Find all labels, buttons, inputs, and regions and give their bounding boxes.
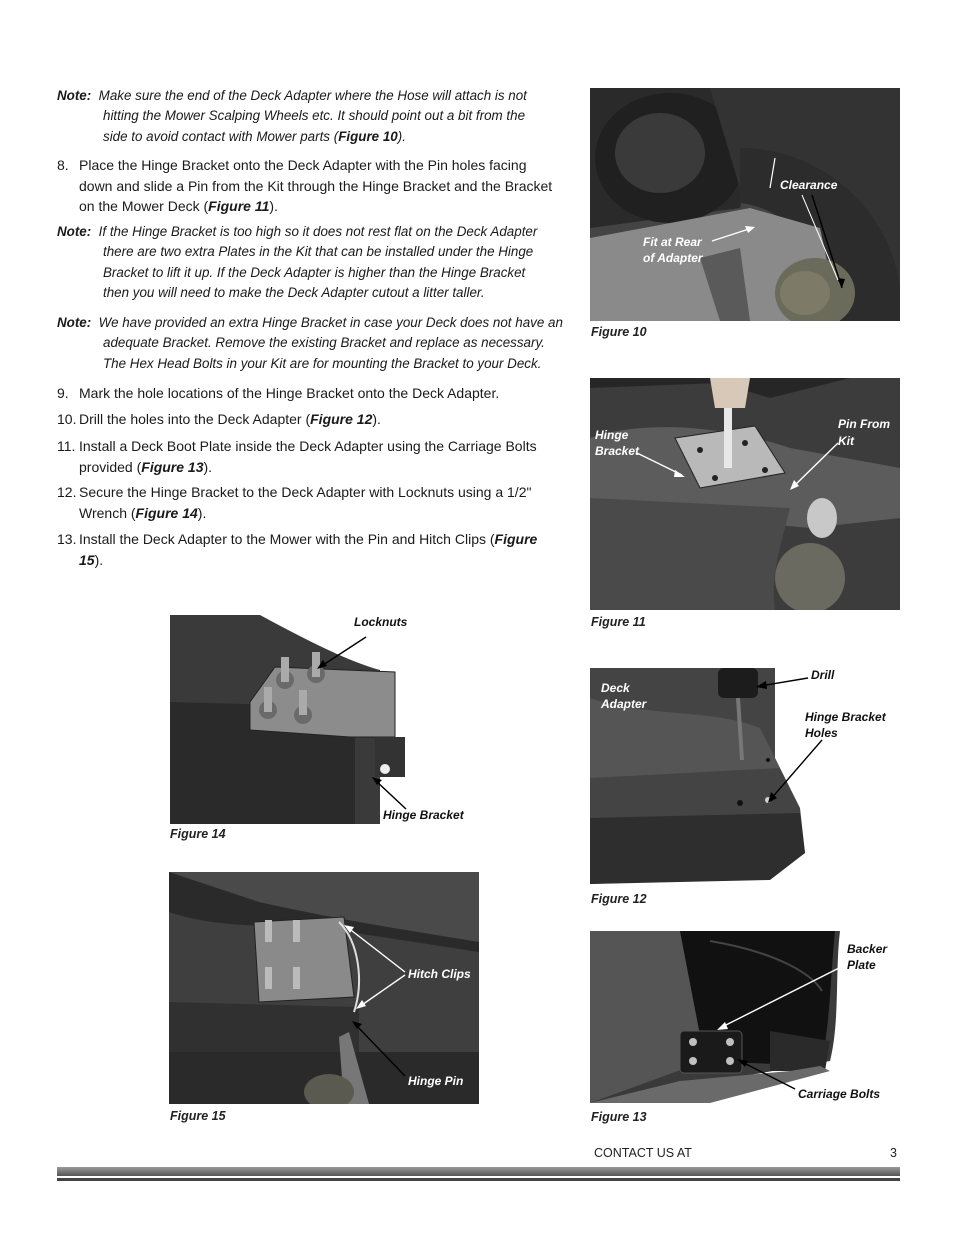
figure-14-photo xyxy=(170,612,470,824)
figure-13-photo xyxy=(590,931,900,1103)
figure-10-arrows xyxy=(590,88,900,321)
callout-hinge-bracket-14: Hinge Bracket xyxy=(383,808,464,822)
callout-hinge: Hinge xyxy=(595,428,629,442)
callout-plate: Plate xyxy=(847,958,876,972)
figure-13-caption: Figure 13 xyxy=(591,1110,647,1124)
callout-hitch-clips: Hitch Clips xyxy=(408,967,471,981)
figure-10-photo xyxy=(590,88,900,321)
step-12: 12. Secure the Hinge Bracket to the Deck Adapter with Locknuts using a 1/2" Wrench (Figure 14). xyxy=(57,484,532,521)
callout-deck: Deck xyxy=(601,681,630,695)
figure-11-caption: Figure 11 xyxy=(591,615,646,629)
callout-bracket: Bracket xyxy=(595,444,640,458)
figure-11-photo xyxy=(590,378,900,610)
step-11: 11. Install a Deck Boot Plate inside the Deck Adapter using the Carriage Bolts provided (Figure 13). xyxy=(57,438,537,475)
step-9: 9. Mark the hole locations of the Hinge Bracket onto the Deck Adapter. xyxy=(57,385,500,401)
step-10: 10. Drill the holes into the Deck Adapter (Figure 12). xyxy=(57,411,381,427)
figure-14-caption: Figure 14 xyxy=(170,827,226,841)
callout-carriage-bolts: Carriage Bolts xyxy=(798,1087,881,1101)
callout-pin-from: Pin From xyxy=(838,417,891,431)
note-hinge-height: Note: If the Hinge Bracket is too high so it does not rest flat on the Deck Adapter there are two extra Plates in the Kit that can be installed under the Hinge Bracket to lift it up. If the Deck Adapter is higher than the Hinge Bracket then you will need to make the Deck Adapter cutout a litter taller. xyxy=(57,224,538,300)
callout-adapter: Adapter xyxy=(601,697,647,711)
callout-fit-at-rear: Fit at Rear xyxy=(643,235,702,249)
figure-11-arrows xyxy=(590,378,900,610)
callout-hinge-pin: Hinge Pin xyxy=(408,1074,464,1088)
footer-bar xyxy=(57,1167,900,1176)
note-figure-10: Note: Make sure the end of the Deck Adapter where the Hose will attach is not hitting the Mower Scalping Wheels etc. It should point out a bit from the side to avoid contact with Mower parts (Figure 10). xyxy=(57,88,527,144)
figure-10-caption: Figure 10 xyxy=(591,325,647,339)
footer-contact: CONTACT US AT xyxy=(594,1146,692,1160)
footer-rule xyxy=(57,1178,900,1181)
figure-15-photo xyxy=(169,872,479,1104)
callout-kit: Kit xyxy=(838,434,854,448)
figure-15-arrows xyxy=(169,872,479,1104)
step-8: 8. Place the Hinge Bracket onto the Deck Adapter with the Pin holes facing down and slide a Pin from the Kit through the Hinge Bracket and the Bracket on the Mower Deck (Figure 11). xyxy=(57,157,553,214)
callout-clearance: Clearance xyxy=(780,178,838,192)
callout-hinge-bracket: Hinge Bracket xyxy=(805,710,886,724)
figure-14-arrows xyxy=(170,612,470,824)
callout-backer: Backer xyxy=(847,942,888,956)
figure-15-caption: Figure 15 xyxy=(170,1109,226,1123)
callout-holes: Holes xyxy=(805,726,838,740)
callout-of-adapter: of Adapter xyxy=(643,251,703,265)
figure-12-photo xyxy=(590,668,900,884)
note-extra-bracket: Note: We have provided an extra Hinge Bracket in case your Deck does not have an adequate Bracket. Remove the existing Bracket and replace as necessary. The Hex Head Bolts in your Kit are for mounting the Bracket to your Deck. xyxy=(57,315,563,371)
step-13: 13. Install the Deck Adapter to the Mower with the Pin and Hitch Clips (Figure 15). xyxy=(57,531,538,568)
callout-drill: Drill xyxy=(811,668,835,682)
figure-12-caption: Figure 12 xyxy=(591,892,647,906)
page-number: 3 xyxy=(890,1146,897,1160)
callout-locknuts: Locknuts xyxy=(354,615,408,629)
